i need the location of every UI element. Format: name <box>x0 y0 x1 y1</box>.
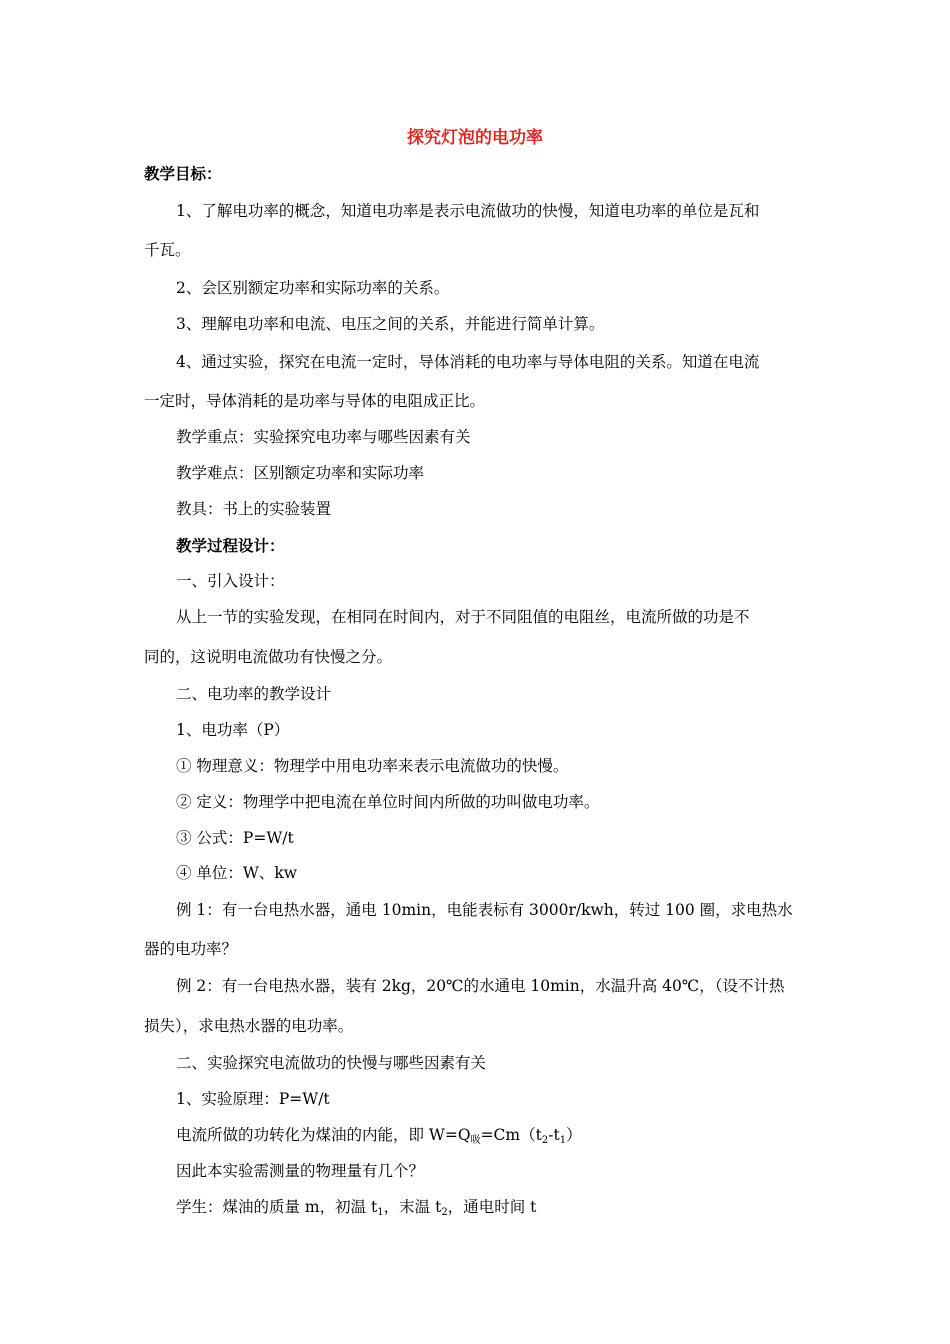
text-line: 器的电功率？ <box>144 940 238 958</box>
text-line: 例 2：有一台电热水器，装有 2kg，20℃的水通电 10min，水温升高 40℃，（设不计热 <box>176 977 785 995</box>
text-line: 二、电功率的教学设计 <box>176 685 332 703</box>
subscript: 1 <box>559 1135 567 1146</box>
subscript: 2 <box>541 1135 549 1146</box>
formula-text: =Cm（t <box>480 1126 542 1144</box>
text-line: 一定时，导体消耗的是功率与导体的电阻成正比。 <box>144 392 486 410</box>
answer-text: ，末温 t <box>383 1198 442 1216</box>
answer-text: ，通电时间 t <box>447 1198 537 1216</box>
formula-text: ） <box>566 1126 582 1144</box>
text-line: 因此本实验需测量的物理量有几个？ <box>176 1162 425 1180</box>
formula-text: 电流所做的功转化为煤油的内能，即 W=Q <box>176 1126 471 1144</box>
text-line: 从上一节的实验发现，在相同在时间内，对于不同阻值的电阻丝，电流所做的功是不 <box>176 608 750 626</box>
text-line: ③ 公式：P=W/t <box>176 829 294 847</box>
student-answer-line <box>176 1195 536 1219</box>
formula-line <box>176 1123 582 1147</box>
text-line: 二、实验探究电流做功的快慢与哪些因素有关 <box>176 1054 487 1072</box>
text-line: 例 1：有一台电热水器，通电 10min，电能表标有 3000r/kwh，转过 100 圈，求电热水 <box>176 901 793 919</box>
text-line: 4、通过实验，探究在电流一定时，导体消耗的电功率与导体电阻的关系。知道在电流 <box>176 353 760 371</box>
subscript: 吸 <box>470 1135 481 1146</box>
text-line: 3、理解电功率和电流、电压之间的关系，并能进行简单计算。 <box>176 315 605 333</box>
text-line: 教具：书上的实验装置 <box>176 500 332 518</box>
text-line: ② 定义：物理学中把电流在单位时间内所做的功叫做电功率。 <box>176 793 600 811</box>
text-line: 1、实验原理：P=W/t <box>176 1090 330 1108</box>
text-line: ④ 单位：W、kw <box>176 864 298 882</box>
text-line: 1、了解电功率的概念，知道电功率是表示电流做功的快慢，知道电功率的单位是瓦和 <box>176 202 760 220</box>
text-line: 同的，这说明电流做功有快慢之分。 <box>144 648 393 666</box>
text-line: 2、会区别额定功率和实际功率的关系。 <box>176 279 450 297</box>
document-title: 探究灯泡的电功率 <box>407 128 543 148</box>
text-line: 教学难点：区别额定功率和实际功率 <box>176 464 425 482</box>
text-line: 损失），求电热水器的电功率。 <box>144 1017 354 1035</box>
formula-text: -t <box>548 1126 560 1144</box>
subscript: 2 <box>441 1207 448 1218</box>
text-line: ① 物理意义：物理学中用电功率来表示电流做功的快慢。 <box>176 757 569 775</box>
subscript: 1 <box>377 1207 384 1218</box>
section-heading-objectives: 教学目标： <box>144 165 222 183</box>
text-line: 教学重点：实验探究电功率与哪些因素有关 <box>176 428 471 446</box>
text-line: 一、引入设计： <box>176 572 285 590</box>
text-line: 1、电功率（P） <box>176 721 290 739</box>
section-heading-process: 教学过程设计： <box>176 537 285 555</box>
text-line: 千瓦。 <box>144 241 191 259</box>
answer-text: 学生：煤油的质量 m，初温 t <box>176 1198 378 1216</box>
